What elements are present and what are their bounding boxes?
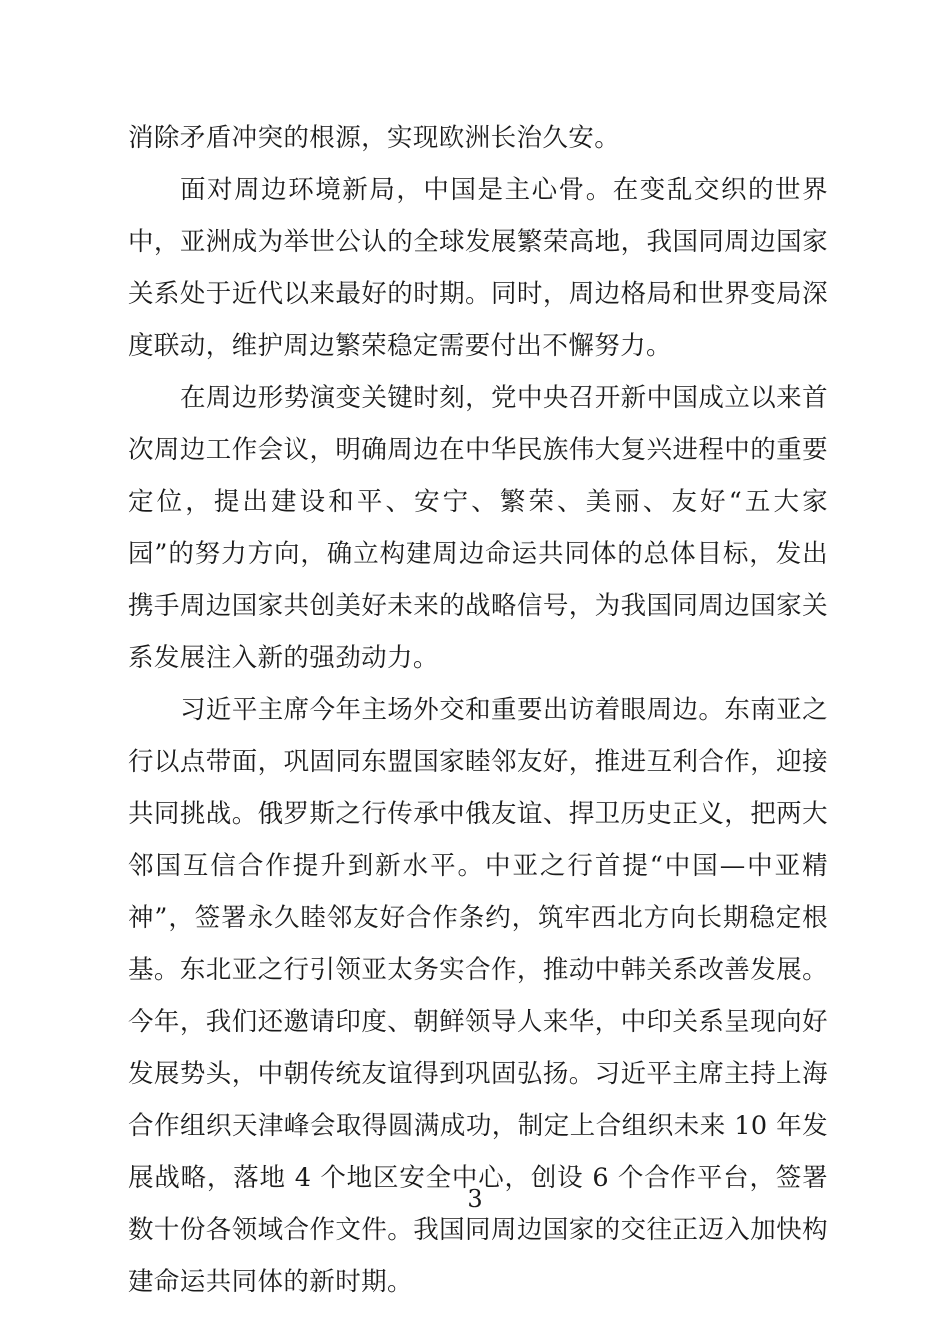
paragraph-2: 面对周边环境新局，中国是主心骨。在变乱交织的世界中，亚洲成为举世公认的全球发展繁荣高地，我国同周边国家关系处于近代以来最好的时期。同时，周边格局和世界变局深度联动，维护周边繁荣稳定需要付出不懈努力。 [128, 175, 828, 361]
paragraph-3: 在周边形势演变关键时刻，党中央召开新中国成立以来首次周边工作会议，明确周边在中华民族伟大复兴进程中的重要定位，提出建设和平、安宁、繁荣、美丽、友好“五大家园”的努力方向，确立构建周边命运共同体的总体目标，发出携手周边国家共创美好未来的战略信号，为我国同周边国家关系发展注入新的强劲动力。 [128, 383, 828, 673]
page-number: 3 [467, 1185, 483, 1213]
paragraph-4: 习近平主席今年主场外交和重要出访着眼周边。东南亚之行以点带面，巩固同东盟国家睦邻友好，推进互利合作，迎接共同挑战。俄罗斯之行传承中俄友谊、捍卫历史正义，把两大邻国互信合作提升到新水平。中亚之行首提“中国—中亚精神”，签署永久睦邻友好合作条约，筑牢西北方向长期稳定根基。东北亚之行引领亚太务实合作，推动中韩关系改善发展。今年，我们还邀请印度、朝鲜领导人来华，中印关系呈现向好发展势头，中朝传统友谊得到巩固弘扬。习近平主席主持上海合作组织天津峰会取得圆满成功，制定上合组织未来 10 年发展战略，落地 4 个地区安全中心，创设 6 个合作平台，签署数十份各领域合作文件。我国同周边国家的交往正迈入加快构建命运共同体的新时期。 [128, 695, 828, 1297]
document-body [128, 112, 828, 1308]
paragraph-1: 消除矛盾冲突的根源，实现欧洲长治久安。 [128, 123, 621, 153]
